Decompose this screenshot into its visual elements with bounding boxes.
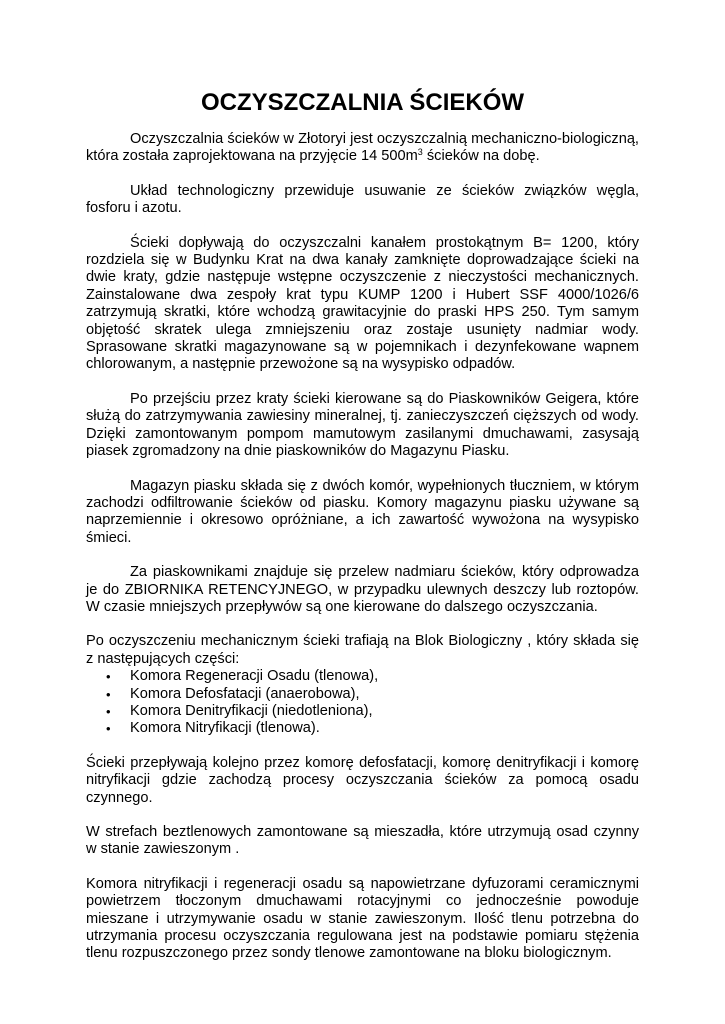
paragraph-retention-tank: Za piaskownikami znajduje się przelew nadmiaru ścieków, który odprowadza je do ZBIORNIKA RETENCYJNEGO, w przypadku ulewnych deszczy lub roztopów. W czasie mniejszych przepływów są one kierowane do dalszego oczyszczania. (86, 564, 639, 615)
paragraph-flow-sequence: Ścieki przepływają kolejno przez komorę defosfatacji, komorę denitryfikacji i komorę nitryfikacji gdzie zachodzą procesy oczyszczania ścieków za pomocą osadu czynnego. (86, 754, 639, 806)
paragraph-mixers: W strefach beztlenowych zamontowane są mieszadła, które utrzymują osad czynny w stanie zawieszonym . (86, 824, 639, 858)
list-item (86, 720, 639, 737)
list-item-text: Komora Regeneracji Osadu (tlenowa), (130, 668, 379, 685)
paragraph-grit-chambers: Po przejściu przez kraty ścieki kierowane są do Piaskowników Geigera, które służą do zatrzymywania zawiesiny mineralnej, tj. zanieczyszczeń cięższych od wody. Dzięki zamontowanym pompom mamutowym zasilanymi dmuchawami, zasysają piasek zgromadzony na dnie piaskowników do Magazynu Piasku. (86, 390, 639, 460)
paragraph-biological-block: Po oczyszczeniu mechanicznym ścieki trafiają na Blok Biologiczny , który składa się z następujących części: (86, 633, 639, 667)
paragraph-aeration: Komora nitryfikacji i regeneracji osadu są napowietrzane dyfuzorami ceramicznymi powietrzem tłoczonym dmuchawami rotacyjnymi co jednocześnie powoduje mieszane i utrzymywanie osadu w stanie zawieszonym. Ilość tlenu potrzebna do utrzymania procesu oczyszczania regulowana jest na podstawie pomiaru stężenia tlenu rozpuszczonego przez sondy tlenowe zamontowane na bloku biologicznym. (86, 875, 639, 962)
list-item (86, 703, 639, 720)
capacity-text: Oczyszczalnia ścieków w Złotoryi jest oczyszczalnią mechaniczno-biologiczną, która została zaprojektowana na przyjęcie 14 500m (86, 131, 639, 165)
paragraph-technology: Układ technologiczny przewiduje usuwanie ze ścieków związków węgla, fosforu i azotu. (86, 182, 639, 217)
document-page (86, 88, 639, 980)
list-item-text: Komora Defosfatacji (anaerobowa), (130, 685, 360, 702)
bullet-icon: • (106, 686, 111, 702)
list-item-text: Komora Nitryfikacji (tlenowa). (130, 720, 320, 737)
list-item (86, 686, 639, 703)
paragraph-sand-storage: Magazyn piasku składa się z dwóch komór, wypełnionych tłuczniem, w którym zachodzi odfiltrowanie ścieków od piasku. Komory magazynu piasku używane są naprzemiennie i okresowo opróżniane, a ich zawartość wywożona na wysypisko śmieci. (86, 477, 639, 546)
bullet-icon: • (106, 721, 111, 737)
list-item-text: Komora Denitryfikacji (niedotleniona), (130, 702, 373, 719)
bullet-icon: • (106, 669, 111, 685)
page-title: OCZYSZCZALNIA ŚCIEKÓW (200, 89, 525, 116)
list-item (86, 668, 639, 685)
bullet-icon: • (106, 703, 111, 719)
capacity-text-end: ścieków na dobę. (422, 148, 540, 165)
paragraph-inflow-screens: Ścieki dopływają do oczyszczalni kanałem prostokątnym B= 1200, który rozdziela się w Budynku Krat na dwa kanały zamknięte doprowadzające ścieki na dwie kraty, gdzie następuje wstępne oczyszczenie z nieczystości mechanicznych. Zainstalowane dwa zespoły krat typu KUMP 1200 i Hubert SSF 4000/1026/6 zatrzymują skratki, które wchodzą grawitacyjnie do praski HPS 250. Tym samym objętość skratek ulega zmniejszeniu oraz zostaje usunięty nadmiar wody. Sprasowane skratki magazynowane są w pojemnikach i dezynfekowane wapnem chlorowanym, a następnie przewożone są na wysypisko odpadów. (86, 234, 639, 373)
cubic-superscript: 3 (417, 147, 423, 158)
chamber-list (86, 668, 639, 738)
paragraph-capacity (86, 131, 639, 166)
